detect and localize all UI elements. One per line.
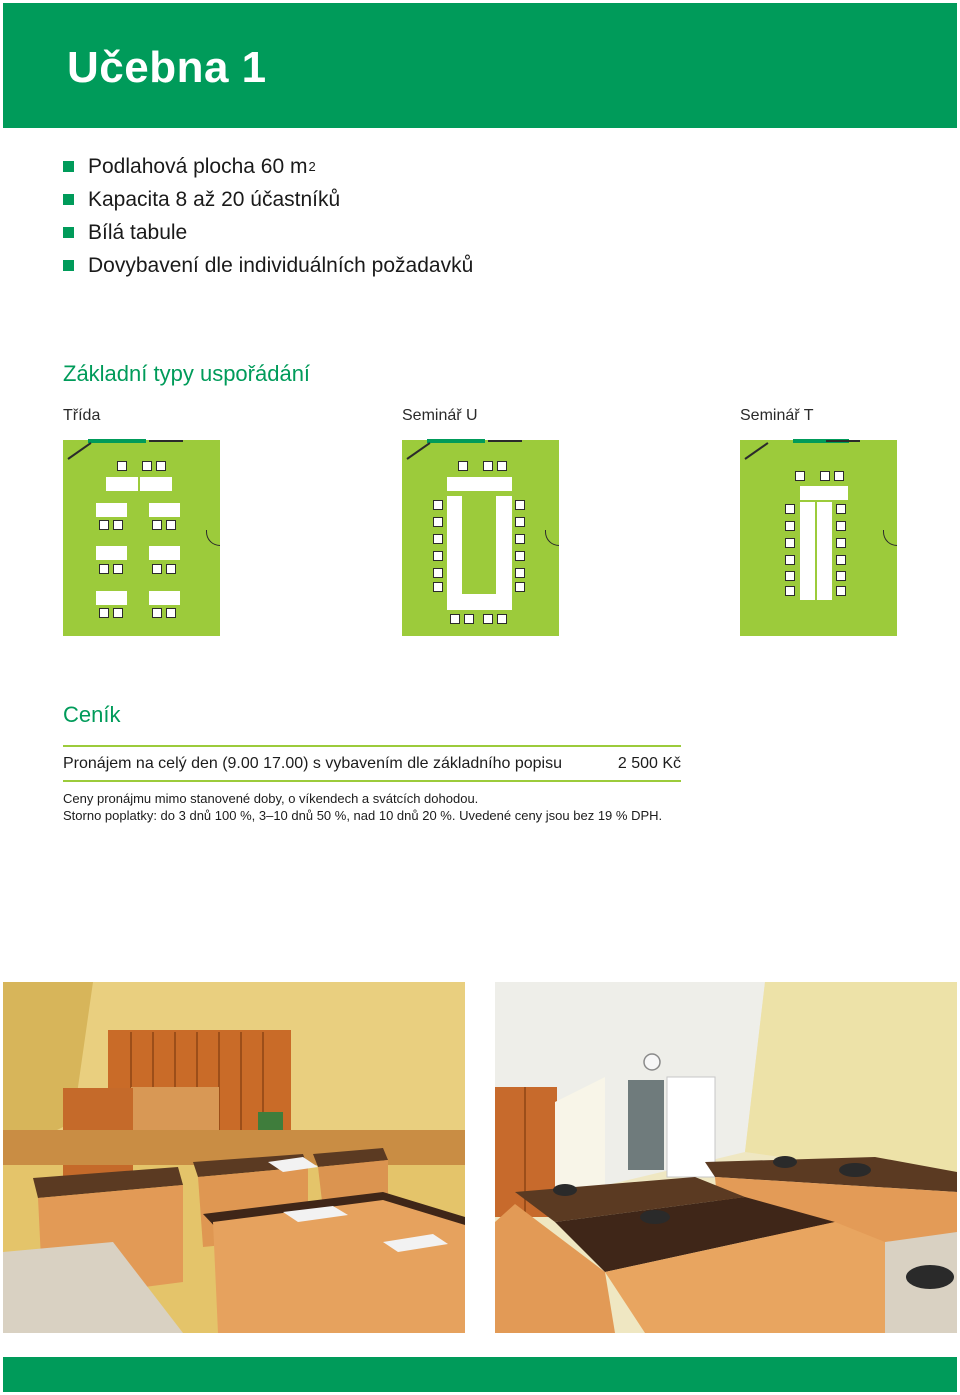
wall-segment xyxy=(826,440,860,442)
classroom-photo-1-image xyxy=(3,982,465,1333)
feature-item xyxy=(63,249,473,282)
chair xyxy=(785,586,795,596)
feature-item xyxy=(63,183,473,216)
chair xyxy=(166,564,176,574)
chair xyxy=(152,564,162,574)
chair xyxy=(515,517,525,527)
bullet-icon xyxy=(63,227,74,238)
desk xyxy=(96,546,127,560)
footer-band xyxy=(3,1357,957,1392)
classroom-photo-1 xyxy=(3,982,465,1333)
chair xyxy=(834,471,844,481)
chair xyxy=(99,520,109,530)
chair xyxy=(515,568,525,578)
chair xyxy=(433,582,443,592)
chair xyxy=(464,614,474,624)
chair xyxy=(483,614,493,624)
chair xyxy=(152,520,162,530)
chair xyxy=(450,614,460,624)
chair xyxy=(483,461,493,471)
feature-superscript: 2 xyxy=(308,159,316,174)
chair xyxy=(433,534,443,544)
entry-line xyxy=(406,442,430,460)
pricing-heading: Ceník xyxy=(63,702,121,727)
wall-segment xyxy=(488,440,522,442)
floorplan-classroom xyxy=(63,440,220,636)
layouts-heading: Základní typy uspořádání xyxy=(63,361,311,386)
whiteboard xyxy=(427,439,485,443)
chair xyxy=(836,504,846,514)
layout-label-trida: Třída xyxy=(63,407,101,424)
chair xyxy=(433,500,443,510)
desk xyxy=(447,594,512,610)
page-title: Učebna 1 xyxy=(67,43,267,92)
chair xyxy=(117,461,127,471)
header-band xyxy=(3,3,957,128)
layout-label-seminar-t: Seminář T xyxy=(740,407,814,424)
chair xyxy=(99,608,109,618)
desk xyxy=(447,496,462,594)
chair xyxy=(497,614,507,624)
feature-text: Bílá tabule xyxy=(88,220,188,244)
desk xyxy=(96,591,127,605)
layout-label-seminar-u: Seminář U xyxy=(402,407,478,424)
entry-line xyxy=(744,442,768,460)
chair xyxy=(785,555,795,565)
feature-item xyxy=(63,216,473,249)
desk xyxy=(149,503,180,517)
door-icon xyxy=(883,530,897,546)
chair xyxy=(156,461,166,471)
classroom-photo-2 xyxy=(495,982,957,1333)
feature-list xyxy=(63,150,473,282)
door-icon xyxy=(545,530,559,546)
desk xyxy=(817,502,832,600)
desk xyxy=(96,503,127,517)
price-description: Pronájem na celý den (9.00 17.00) s vybavením dle základního popisu xyxy=(63,755,562,772)
chair xyxy=(113,608,123,618)
floorplan-seminar-u xyxy=(402,440,559,636)
chair xyxy=(785,571,795,581)
chair xyxy=(836,521,846,531)
entry-line xyxy=(67,442,91,460)
feature-text: Podlahová plocha 60 m xyxy=(88,154,308,178)
chair xyxy=(515,534,525,544)
classroom-photo-2-image xyxy=(495,982,957,1333)
chair xyxy=(99,564,109,574)
chair xyxy=(497,461,507,471)
desk xyxy=(149,546,180,560)
chair xyxy=(515,582,525,592)
chair xyxy=(433,551,443,561)
chair xyxy=(142,461,152,471)
desk xyxy=(800,502,815,600)
chair xyxy=(836,571,846,581)
feature-item xyxy=(63,150,473,183)
chair xyxy=(785,504,795,514)
chair xyxy=(836,586,846,596)
desk xyxy=(496,496,512,594)
chair xyxy=(433,517,443,527)
chair xyxy=(458,461,468,471)
wall-segment xyxy=(149,440,183,442)
chair xyxy=(820,471,830,481)
price-row xyxy=(63,745,681,782)
price-value: 2 500 Kč xyxy=(617,755,681,772)
pricing-note: Ceny pronájmu mimo stanovené doby, o víkendech a svátcích dohodou. xyxy=(63,791,479,806)
chair xyxy=(113,564,123,574)
bullet-icon xyxy=(63,260,74,271)
door-icon xyxy=(206,530,220,546)
chair xyxy=(795,471,805,481)
desk xyxy=(800,486,848,500)
desk xyxy=(149,591,180,605)
bullet-icon xyxy=(63,161,74,172)
chair xyxy=(433,568,443,578)
desk xyxy=(447,477,512,491)
pricing-note: Storno poplatky: do 3 dnů 100 %, 3–10 dnů 50 %, nad 10 dnů 20 %. Uvedené ceny jsou bez 19 % DPH. xyxy=(63,808,663,823)
chair xyxy=(152,608,162,618)
desk xyxy=(140,477,172,491)
chair xyxy=(836,538,846,548)
bullet-icon xyxy=(63,194,74,205)
chair xyxy=(836,555,846,565)
desk xyxy=(106,477,138,491)
feature-text: Dovybavení dle individuálních požadavků xyxy=(88,253,474,277)
feature-text: Kapacita 8 až 20 účastníků xyxy=(88,187,341,211)
chair xyxy=(785,521,795,531)
whiteboard xyxy=(88,439,146,443)
chair xyxy=(166,520,176,530)
chair xyxy=(515,551,525,561)
chair xyxy=(166,608,176,618)
chair xyxy=(785,538,795,548)
chair xyxy=(113,520,123,530)
floorplan-seminar-t xyxy=(740,440,897,636)
chair xyxy=(515,500,525,510)
